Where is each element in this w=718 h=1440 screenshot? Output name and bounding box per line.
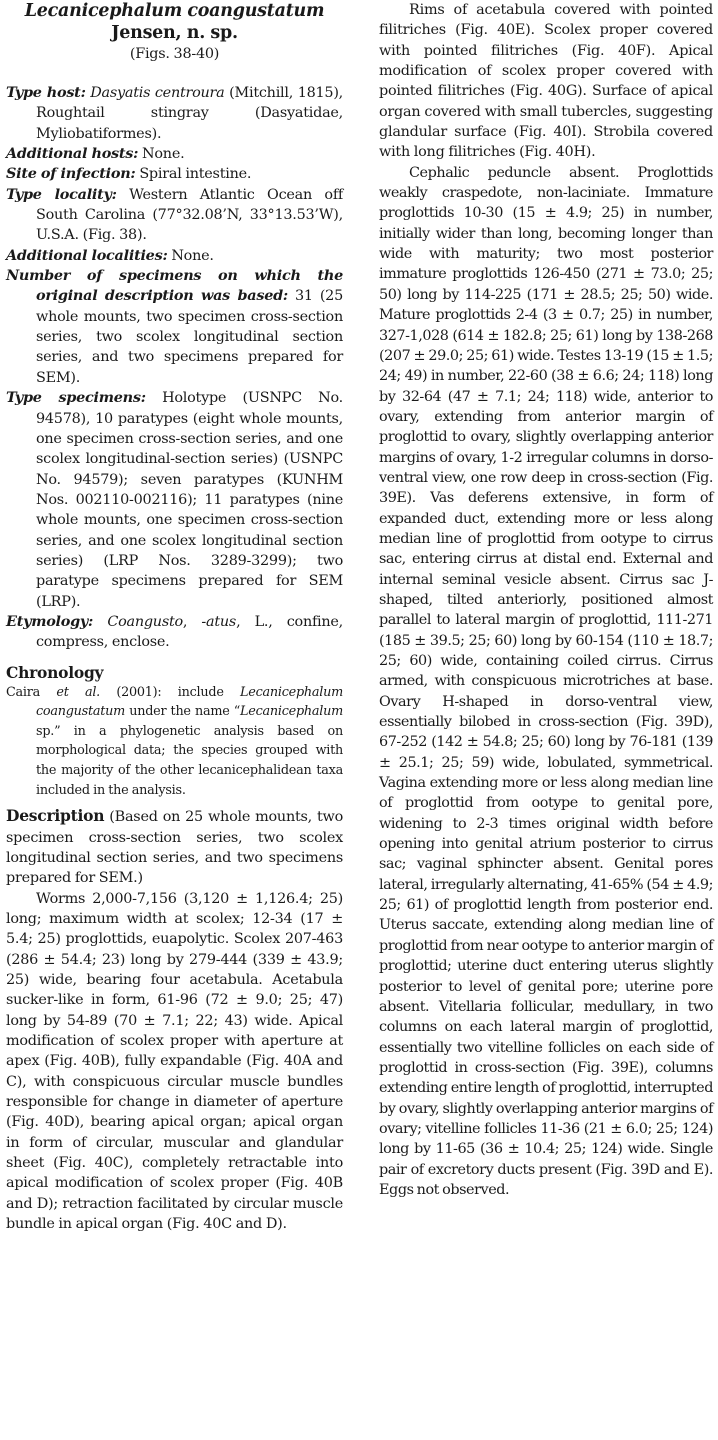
field-value: (Mitchill, 1815), Roughtail stingray (Dasyatidae, Myliobatiformes). — [36, 85, 344, 142]
field-label: Number of specimens on which the original description was based: — [6, 267, 343, 305]
chronology-heading: Chronology — [6, 662, 104, 682]
field-label: Type specimens: — [6, 389, 146, 407]
field-type-locality — [6, 185, 343, 246]
field-label: Type locality: — [6, 185, 117, 203]
species-authority: Jensen, n. sp. — [111, 23, 238, 43]
etymology-suffix: -atus — [201, 613, 237, 630]
field-etymology — [6, 612, 343, 653]
description-intro — [6, 806, 343, 888]
field-additional-localities — [6, 246, 343, 266]
right-column — [379, 0, 713, 1200]
field-label: Additional hosts: — [6, 145, 139, 163]
chronology-etal: et al. — [56, 684, 100, 700]
species-name: Lecanicephalum coangustatum — [24, 1, 325, 21]
field-label: Site of infection: — [6, 165, 136, 183]
chronology-mid: under the name “ — [125, 704, 241, 720]
field-site-of-infection — [6, 164, 343, 184]
species-header — [6, 0, 343, 44]
field-value: Western Atlantic Ocean off South Carolina (77°32.08’N, 33°13.53’W), U.S.A. (Fig. 38). — [36, 186, 344, 244]
chronology-rest: sp.” in a phylogenetic analysis based on morphological data; the species grouped with the majority of the other lecanicephalidean taxa included in the analysis. — [36, 723, 343, 798]
chronology-quoted-taxon: Lecanicephalum — [240, 704, 343, 720]
left-column — [6, 0, 343, 1234]
field-type-specimens — [6, 388, 343, 612]
etymology-root: Coangusto — [107, 613, 183, 630]
field-value: , L., confine, compress, enclose. — [36, 613, 343, 651]
field-additional-hosts — [6, 144, 343, 164]
figure-reference: (Figs. 38-40) — [129, 46, 220, 62]
field-type-host — [6, 83, 343, 144]
chronology-taxon: Lecanicephalum coangustatum — [36, 684, 343, 720]
field-value: Spiral intestine. — [135, 166, 252, 183]
field-label: Additional localities: — [6, 246, 168, 264]
description-heading: Description — [6, 806, 105, 826]
chronology-year: (2001): include — [99, 684, 241, 700]
field-value: None. — [167, 247, 214, 264]
field-value: Holotype (USNPC No. 94578), 10 paratypes (eight whole mounts, one specimen cross-section series, and one scolex longitudinal-section series) (USNPC No. 94579); seven paratypes (KUNHM Nos. 002110-002116); 11 paratypes (nine whole mounts, one specimen cross-section series, and one scolex longitudinal section series) (LRP Nos. 3289-3299); two paratype specimens prepared for SEM (LRP). — [36, 390, 344, 610]
field-label: Type host: — [6, 84, 86, 101]
description-basis: (Based on 25 whole mounts, two specimen cross-section series, two scolex longitudinal section series, and two specimens prepared for SEM.) — [6, 809, 343, 887]
etymology-sep: , — [182, 613, 202, 630]
description-paragraph-microtriches: Rims of acetabula covered with pointed filitriches (Fig. 40E). Scolex proper covered with pointed filitriches (Fig. 40F). Apical modification of scolex proper covered with pointed filitriches (Fig. 40G). Surface of apical organ covered with small tubercles, suggesting glandular surface (Fig. 40I). Strobila covered with long filitriches (Fig. 40H). — [379, 2, 713, 161]
description-paragraph-proglottids: Cephalic peduncle absent. Proglottids weakly craspedote, non-laciniate. Immature proglottids 10-30 (15 ± 4.9; 25) in number, initially wider than long, becoming longer than wide with maturity; two most posterior immature proglottids 126-450 (271 ± 73.0; 25; 50) long by 114-225 (171 ± 28.5; 25; 50) wide. Mature proglottids 2-4 (3 ± 0.7; 25) in number, 327-1,028 (614 ± 182.8; 25; 61) long by 138-268 (207 ± 29.0; 25; 61) wide. Testes 13-19 (15 ± 1.5; 24; 49) in number, 22-60 (38 ± 6.6; 24; 118) long by 32-64 (47 ± 7.1; 24; 118) wide, anterior to ovary, extending from anterior margin of proglottid to ovary, slightly overlapping anterior margins of ovary, 1-2 irregular columns in dorso-ventral view, one row deep in cross-section (Fig. 39E). Vas deferens extensive, in form of expanded duct, extending more or less along median line of proglottid from ootype to cirrus sac, entering cirrus at distal end. External and internal seminal vesicle absent. Cirrus sac J-shaped, tilted anteriorly, positioned almost parallel to lateral margin of proglottid, 111-271 (185 ± 39.5; 25; 60) long by 60-154 (110 ± 18.7; 25; 60) wide, containing coiled cirrus. Cirrus armed, with conspicuous microtriches at base. Ovary H-shaped in dorso-ventral view, essentially bilobed in cross-section (Fig. 39D), 67-252 (142 ± 54.8; 25; 60) long by 76-181 (139 ± 25.1; 25; 59) wide, lobulated, symmetrical. Vagina extending more or less along median line of proglottid from ootype to genital pore, widening to 2-3 times original width before opening into genital atrium posterior to cirrus sac; vaginal sphincter absent. Genital pores lateral, irregularly alternating, 41-65% (54 ± 4.9; 25; 61) of proglottid length from posterior end. Uterus saccate, extending along median line of proglottid from near ootype to anterior margin of proglottid; uterine duct entering uterus slightly posterior to level of genital pore; uterine pore absent. Vitellaria follicular, medullary, in two columns on each lateral margin of proglottid, essentially two vitelline follicles on each side of proglottid in cross-section (Fig. 39E), columns extending entire length of proglottid, interrupted by ovary, slightly overlapping anterior margins of ovary; vitelline follicles 11-36 (21 ± 6.0; 25; 124) long by 11-65 (36 ± 10.4; 25; 124) wide. Single pair of excretory ducts present (Fig. 39D and E). Eggs not observed. — [379, 164, 713, 1198]
field-value: 31 (25 whole mounts, two specimen cross-section series, two scolex longitudinal section series, and two specimens prepared for SEM). — [36, 288, 343, 386]
description-paragraph-scolex: Worms 2,000-7,156 (3,120 ± 1,126.4; 25) long; maximum width at scolex; 12-34 (17 ± 5.4; 25) proglottids, euapolytic. Scolex 207-463 (286 ± 54.4; 23) long by 279-444 (339 ± 43.9; 25) wide, bearing four acetabula. Acetabula sucker-like in form, 61-96 (72 ± 9.0; 25; 47) long by 54-89 (70 ± 7.1; 22; 43) wide. Apical modification of scolex proper with aperture at apex (Fig. 40B), fully expandable (Fig. 40A and C), with conspicuous circular muscle bundles responsible for change in diameter of aperture (Fig. 40D), bearing apical organ; apical organ in form of circular, muscular and glandular sheet (Fig. 40C), completely retractable into apical modification of scolex proper (Fig. 40B and D); retraction facilitated by circular muscle bundle in apical organ (Fig. 40C and D). — [6, 890, 343, 1233]
chronology-entry — [6, 683, 343, 801]
field-label: Etymology: — [6, 612, 94, 630]
field-number-of-specimens — [6, 266, 343, 388]
host-name: Dasyatis centroura — [90, 85, 225, 101]
field-value: None. — [138, 146, 185, 163]
chronology-author: Caira — [6, 684, 41, 700]
